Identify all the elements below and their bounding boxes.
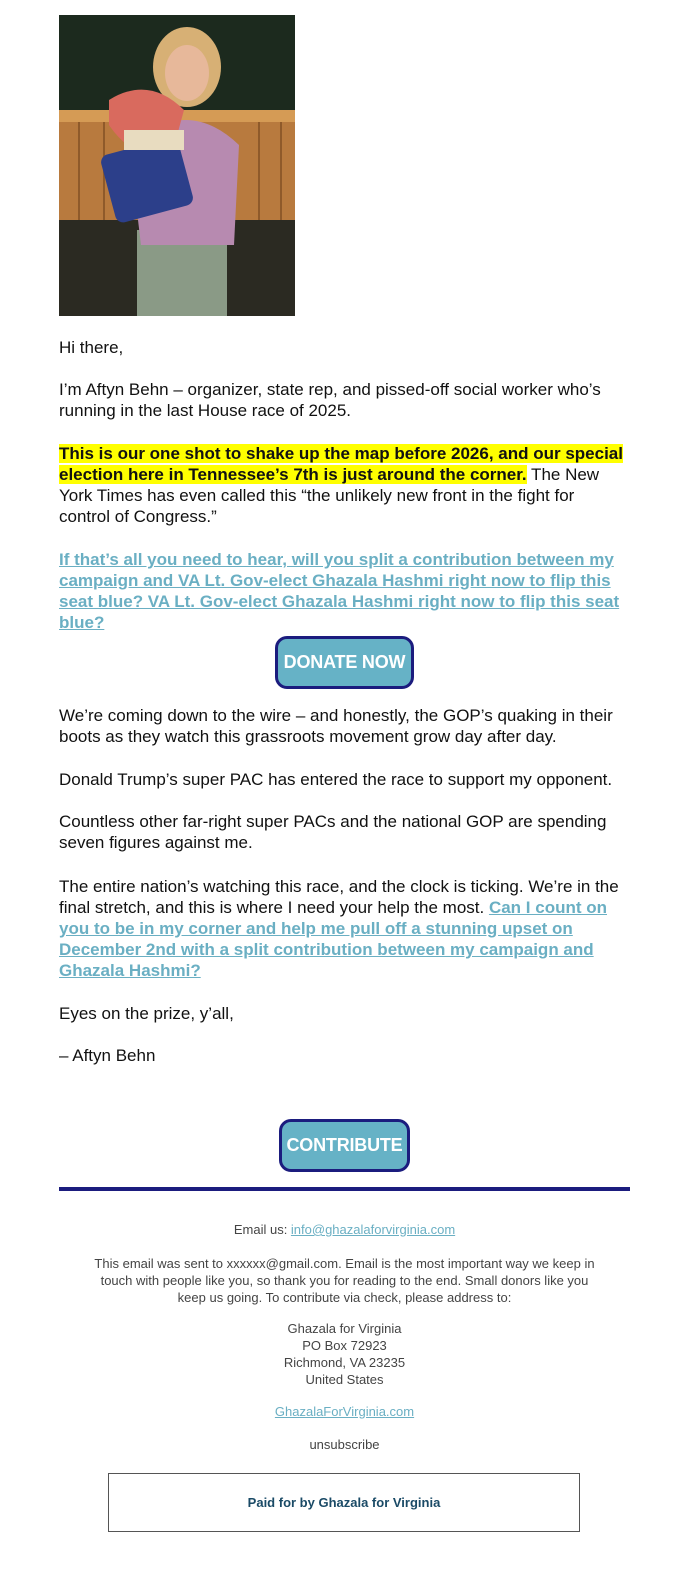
nation-paragraph bbox=[59, 876, 630, 981]
address-line: Ghazala for Virginia bbox=[287, 1321, 402, 1336]
paid-for-disclaimer: Paid for by Ghazala for Virginia bbox=[108, 1473, 580, 1532]
footer-email-link[interactable]: info@ghazalaforvirginia.com bbox=[290, 1222, 456, 1237]
footer-unsubscribe bbox=[59, 1436, 630, 1453]
count-on-you-link[interactable]: Can I count on you to be in my corner and help me pull off a stunning upset on December 2nd with a split contribution between my campaign and Ghazala Hashmi? bbox=[59, 898, 607, 980]
footer-notice: This email was sent to xxxxxx@gmail.com. Email is the most important way we keep in touch with people like you, so thank you for reading to the end. Small donors like you keep us going. To contribute via check, please address to: bbox=[94, 1256, 595, 1305]
pacs-paragraph: Countless other far-right super PACs and the national GOP are spending seven figures against me. bbox=[59, 812, 607, 852]
trump-paragraph: Donald Trump’s super PAC has entered the race to support my opponent. bbox=[59, 770, 613, 789]
address-line: PO Box 72923 bbox=[302, 1338, 387, 1353]
nation-text: The entire nation’s watching this race, and the clock is ticking. We’re in the final stretch, and this is where I need your help the most. bbox=[59, 877, 619, 917]
highlighted-text: This is our one shot to shake up the map before 2026, and our special election here in Tennessee’s 7th is just around the corner. bbox=[59, 444, 623, 484]
footer-email: Email us: info@ghazalaforvirginia.com bbox=[233, 1222, 456, 1237]
footer-website bbox=[59, 1403, 630, 1420]
contribute-button[interactable]: CONTRIBUTE bbox=[279, 1119, 410, 1172]
website-link[interactable]: GhazalaForVirginia.com bbox=[274, 1404, 415, 1419]
cta-paragraph bbox=[59, 549, 630, 633]
wire-paragraph: We’re coming down to the wire – and honestly, the GOP’s quaking in their boots as they watch this grassroots movement grow day after day. bbox=[59, 706, 613, 746]
signature: – Aftyn Behn bbox=[59, 1046, 156, 1065]
signoff: Eyes on the prize, y’all, bbox=[59, 1004, 234, 1023]
donate-now-button[interactable]: DONATE NOW bbox=[275, 636, 414, 689]
footer-divider bbox=[59, 1187, 630, 1191]
intro-paragraph: I’m Aftyn Behn – organizer, state rep, and pissed-off social worker who’s running in the last House race of 2025. bbox=[59, 380, 601, 420]
greeting: Hi there, bbox=[59, 338, 124, 357]
hero-photo bbox=[59, 15, 295, 316]
highlight-paragraph bbox=[59, 443, 630, 527]
split-contribution-link[interactable]: If that’s all you need to hear, will you split a contribution between my campaign and VA Lt. Gov-elect Ghazala Hashmi right now to flip this seat blue? VA Lt. Gov-elect Ghazala Hashmi right now to flip this seat blue? bbox=[59, 550, 620, 632]
unsubscribe-link[interactable]: unsubscribe bbox=[309, 1437, 380, 1452]
address-line: Richmond, VA 23235 bbox=[283, 1355, 406, 1370]
footer-address bbox=[59, 1320, 630, 1388]
address-line: United States bbox=[305, 1372, 384, 1387]
nyt-quote: The New York Times has even called this “the unlikely new front in the fight for control of Congress.” bbox=[59, 465, 600, 526]
